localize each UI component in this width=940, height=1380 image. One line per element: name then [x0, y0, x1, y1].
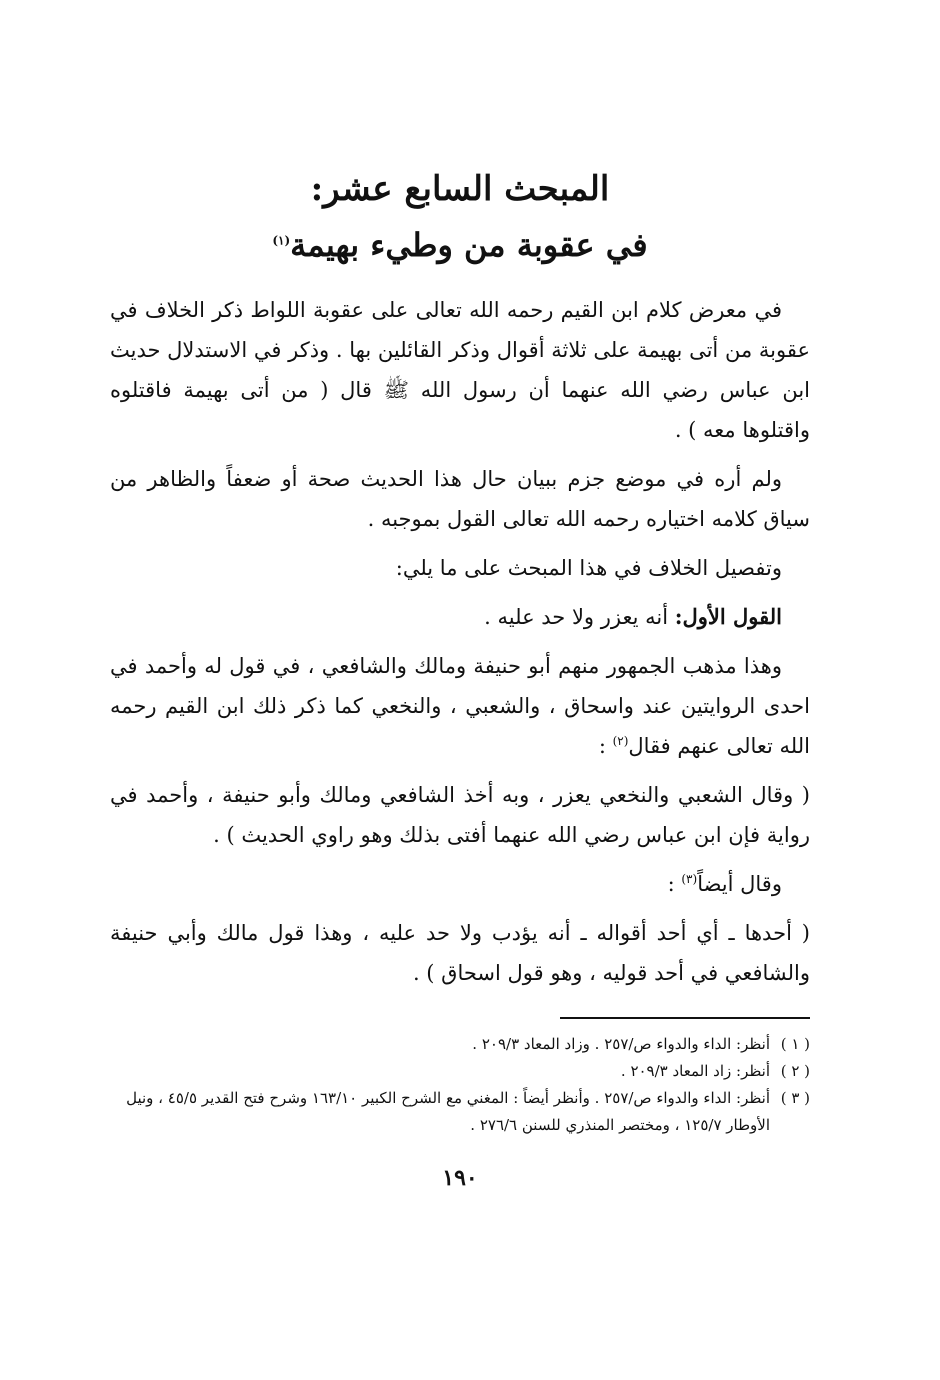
section-title: المبحث السابع عشر: — [310, 169, 610, 209]
footnote-3 — [110, 1085, 810, 1139]
footnote-2-number: ( ٢ ) — [780, 1062, 810, 1080]
paragraph-8-quote: ( أحدها ـ أي أحد أقواله ـ أنه يؤدب ولا حد عليه ، وهذا قول مالك وأبي حنيفة والشافعي في أحد قوليه ، وهو قول اسحاق ) . — [110, 921, 810, 985]
footnote-ref-1: (١) — [272, 233, 291, 248]
footnote-3-text: أنظر: الداء والدواء ص/٢٥٧ . وأنظر أيضاً : المغني مع الشرح الكبير ١٦٣/١٠ وشرح فتح القدير ٤٥/٥ ، ونيل الأوطار ١٢٥/٧ ، ومختصر المنذري للسنن ٢٧٦/٦ . — [126, 1089, 770, 1134]
section-subtitle — [110, 218, 810, 272]
document-page — [110, 160, 810, 1191]
footnote-3-number: ( ٣ ) — [780, 1089, 810, 1107]
footnote-2 — [110, 1058, 810, 1085]
footnote-1 — [110, 1031, 810, 1058]
footnote-1-number: ( ١ ) — [780, 1035, 810, 1053]
footnote-1-text: أنظر: الداء والدواء ص/٢٥٧ . وزاد المعاد ٢٠٩/٣ . — [472, 1035, 770, 1053]
paragraph-4 — [110, 597, 810, 637]
paragraph-5-end: : — [598, 734, 613, 758]
paragraph-7-end: : — [667, 872, 682, 896]
paragraph-5 — [110, 646, 810, 766]
paragraph-6-quote: ( وقال الشعبي والنخعي يعزر ، وبه أخذ الشافعي ومالك وأبو حنيفة ، وأحمد في رواية فإن ابن عباس رضي الله عنهما أفتى بذلك وهو راوي الحديث ) . — [110, 783, 810, 847]
paragraph-5-text: وهذا مذهب الجمهور منهم أبو حنيفة ومالك والشافعي ، في قول له وأحمد في احدى الروايتين عند واسحاق ، والشعبي ، والنخعي كما ذكر ذلك ابن القيم رحمه الله تعالى عنهم فقال — [110, 654, 810, 758]
paragraph-7 — [110, 864, 810, 904]
footnote-2-text: أنظر: زاد المعاد ٢٠٩/٣ . — [620, 1062, 770, 1080]
subtitle-text: في عقوبة من وطيء بهيمة — [290, 226, 648, 264]
paragraph-7-text: وقال أيضاً — [697, 872, 782, 896]
first-opinion-text: أنه يعزر ولا حد عليه . — [484, 605, 675, 629]
page-number: ١٩٠ — [442, 1165, 478, 1191]
footnote-divider — [560, 1017, 810, 1019]
first-opinion-label: القول الأول: — [674, 604, 782, 629]
paragraph-3: وتفصيل الخلاف في هذا المبحث على ما يلي: — [395, 556, 782, 580]
footnote-ref-3: (٣) — [681, 872, 698, 886]
paragraph-1: في معرض كلام ابن القيم رحمه الله تعالى على عقوبة اللواط ذكر الخلاف في عقوبة من أتى بهيمة على ثلاثة أقوال وذكر القائلين بها . وذكر في الاستدلال حديث ابن عباس رضي الله عنهما أن رسول الله ﷺ قال ( من أتى بهيمة فاقتلوه واقتلوها معه ) . — [110, 298, 810, 442]
paragraph-2: ولم أره في موضع جزم ببيان حال هذا الحديث صحة أو ضعفاً والظاهر من سياق كلامه اختياره رحمه الله تعالى القول بموجبه . — [110, 467, 810, 531]
footnote-ref-2: (٢) — [612, 734, 629, 748]
